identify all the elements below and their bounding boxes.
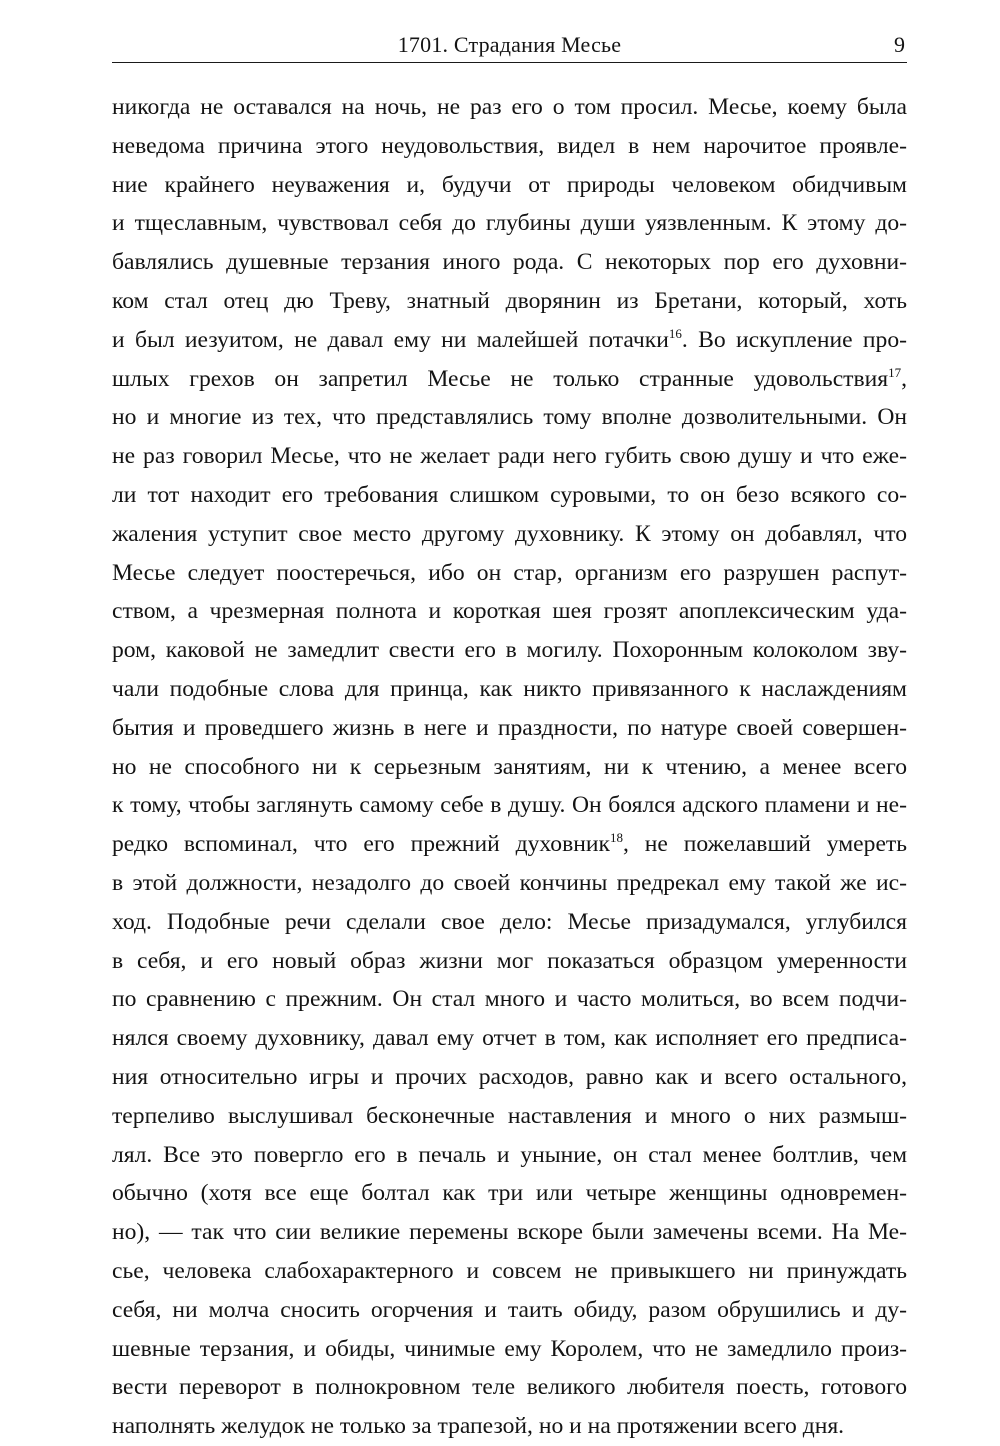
text-line <box>112 942 907 981</box>
line-text: , не пожелавший умереть <box>622 831 907 858</box>
line-text: но и многие из тех, что представлялись тому вполне дозволительными. Он <box>112 404 907 431</box>
text-line <box>112 1368 907 1407</box>
text-line <box>112 825 907 864</box>
text-line <box>112 903 907 942</box>
running-title: 1701. Страдания Месье <box>397 32 622 57</box>
text-line <box>112 166 907 205</box>
line-text: шлых грехов он запретил Месье не только странные удовольствия <box>112 365 889 392</box>
line-text: никогда не оставался на ночь, не раз его о том просил. Месье, коему была <box>112 94 907 120</box>
line-text: вести переворот в полнокровном теле великого любителя поесть, готового <box>112 1374 907 1401</box>
line-text: ством, а чрезмерная полнота и короткая шея грозят апоплексическим уда- <box>112 598 907 625</box>
line-text: по сравнению с прежним. Он стал много и часто молиться, во всем подчи- <box>112 986 907 1013</box>
text-line <box>112 980 907 1019</box>
body-text <box>112 88 907 1446</box>
text-line <box>112 243 907 282</box>
footnote-ref[interactable]: 18 <box>609 830 623 846</box>
line-text: не раз говорил Месье, что не желает ради него губить свою душу и что еже- <box>112 443 907 470</box>
text-line <box>112 864 907 903</box>
line-text: нялся своему духовнику, давал ему отчет в том, как исполняет его предписа- <box>112 1025 907 1052</box>
text-line <box>112 437 907 476</box>
text-line <box>112 515 907 554</box>
text-line <box>112 282 907 321</box>
text-line <box>112 476 907 515</box>
text-line <box>112 1252 907 1291</box>
line-text: . Во искупление про- <box>681 326 908 353</box>
line-text: наполнять желудок не только за трапезой, но и на протяжении всего дня. <box>112 1413 845 1440</box>
line-text: жаления уступит свое место другому духовнику. К этому он добавлял, что <box>112 520 907 547</box>
text-line <box>112 631 907 670</box>
line-text: ком стал отец дю Треву, знатный дворянин из Бретани, который, хоть <box>112 287 907 314</box>
line-text: но), — так что сии великие перемены вскоре были замечены всеми. На Ме- <box>112 1219 907 1246</box>
line-text: Месье следует поостеречься, ибо он стар, организм его разрушен распут- <box>112 559 907 586</box>
text-line <box>112 1019 907 1058</box>
text-line <box>112 127 907 166</box>
page-number: 9 <box>894 32 905 57</box>
line-text: редко вспоминал, что его прежний духовник <box>112 831 610 858</box>
text-line <box>112 1213 907 1252</box>
line-text: бытия и проведшего жизнь в неге и праздности, по натуре своей совершен- <box>112 714 907 741</box>
line-text: шевные терзания, и обиды, чинимые ему Королем, что не замедлило произ- <box>112 1335 907 1362</box>
text-line <box>112 670 907 709</box>
text-line <box>112 1291 907 1330</box>
text-line <box>112 1097 907 1136</box>
line-text: чали подобные слова для принца, как никто привязанного к наслаждениям <box>112 675 907 702</box>
text-line <box>112 1058 907 1097</box>
line-text: к тому, чтобы заглянуть самому себе в душу. Он боялся адского пламени и не- <box>112 792 907 819</box>
line-text: лял. Все это повергло его в печаль и уныние, он стал менее болтлив, чем <box>112 1141 907 1168</box>
footnote-ref[interactable]: 17 <box>888 364 902 380</box>
text-line <box>112 709 907 748</box>
text-line <box>112 1174 907 1213</box>
text-line <box>112 398 907 437</box>
line-text: , <box>901 365 907 392</box>
text-line <box>112 360 907 399</box>
text-line <box>112 321 907 360</box>
line-text: себя, ни молча сносить огорчения и таить обиду, разом обрушились и ду- <box>112 1296 907 1323</box>
line-text: в себя, и его новый образ жизни мог показаться образцом умеренности <box>112 947 907 974</box>
text-line <box>112 204 907 243</box>
line-text: ние крайнего неуважения и, будучи от природы человеком обидчивым <box>112 171 907 198</box>
text-line <box>112 786 907 825</box>
line-text: ния относительно игры и прочих расходов, равно как и всего остального, <box>112 1063 907 1090</box>
text-line <box>112 1136 907 1175</box>
line-text: но не способного ни к серьезным занятиям, ни к чтению, а менее всего <box>112 753 907 780</box>
line-text: ли тот находит его требования слишком суровыми, то он безо всякого со- <box>112 481 907 508</box>
line-text: неведома причина этого неудовольствия, видел в нем нарочитое проявле- <box>112 132 907 159</box>
text-line <box>112 1407 907 1446</box>
line-text: сье, человека слабохарактерного и совсем не привыкшего ни принуждать <box>112 1257 907 1284</box>
text-line <box>112 1330 907 1369</box>
text-line <box>112 88 907 127</box>
line-text: ход. Подобные речи сделали свое дело: Месье призадумался, углубился <box>112 908 907 935</box>
line-text: в этой должности, незадолго до своей кончины предрекал ему такой же ис- <box>112 869 907 896</box>
text-line <box>112 592 907 631</box>
running-header <box>112 28 907 63</box>
line-text: ром, каковой не замедлит свести его в могилу. Похоронным колоколом зву- <box>112 637 907 664</box>
line-text: обычно (хотя все еще болтал как три или четыре женщины одновремен- <box>112 1180 907 1207</box>
footnote-ref[interactable]: 16 <box>668 325 682 341</box>
line-text: терпеливо выслушивал бесконечные наставления и много о них размыш- <box>112 1102 907 1129</box>
line-text: бавлялись душевные терзания иного рода. С некоторых пор его духовни- <box>112 249 907 276</box>
line-text: и был иезуитом, не давал ему ни малейшей потачки <box>112 326 669 353</box>
line-text: и тщеславным, чувствовал себя до глубины души уязвленным. К этому до- <box>112 210 907 237</box>
text-line <box>112 748 907 787</box>
text-line <box>112 554 907 593</box>
